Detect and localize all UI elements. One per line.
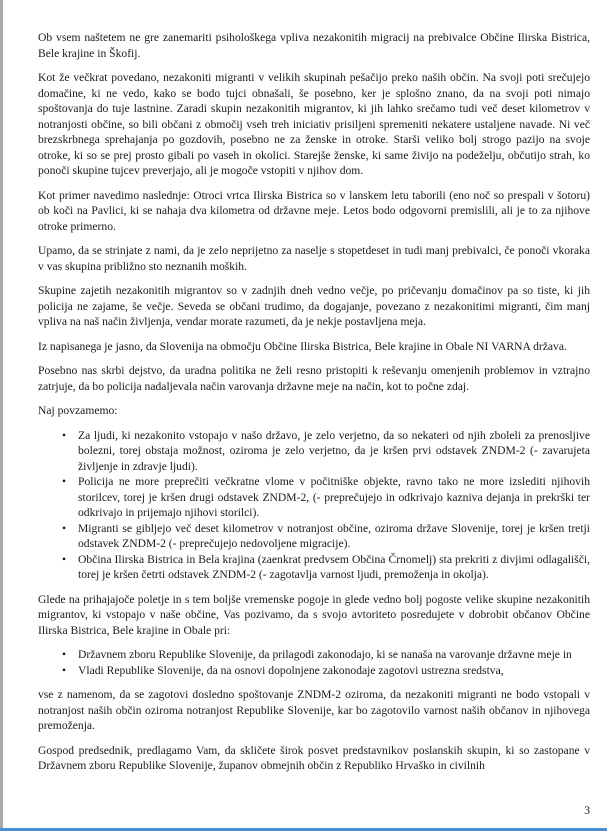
page-content [38,0,590,783]
appeal-list [38,647,590,678]
paragraph-village-night: Upamo, da se strinjate z nami, da je zelo neprijetno za naselje s stopetdeset in tudi manj prebivalci, če ponoči vkoraka v vas skupina približno sto neznanih moških. [38,244,590,273]
summary-heading: Naj povzamemo: [38,404,118,417]
paragraph-migrant-groups: Kot že večkrat povedano, nezakoniti migranti v velikih skupinah pešačijo preko naših občin. Na svoji poti srečujejo domačine, ki ne vedo, kako se bodo tujci obnašali, še posebno, ker je splošno znano, da na svoji poti nimajo spoštovanja do tuje lastnine. Zaradi skupin nezakonitih migrantov, ki jih lahko srečamo tudi več deset kilometrov v notranjosti občine, so bili občani z območij vseh treh iniciativ prisiljeni spremeniti nekatere ustaljene navade. Ni več brezskrbnega sprehajanja po gozdovih, posebno ne za ženske in otroke. Starši veliko bolj strogo pazijo na svoje otroke, ki so se prej prosto gibali po vaseh in okolici. Starejše ženske, ki same živijo na podeželju, občutijo strah, ko ponoči skupine tujcev preverjajo, ali je mogoče vstopiti v njihov dom. [38,71,590,177]
appeal-intro: Glede na prihajajoče poletje in s tem boljše vremenske pogoje in glede vedno bolj pogoste velike skupine nezakonitih migrantov, ki vstopajo v naše občine, Vas pozivamo, da s svojo avtoriteto posredujete v dobrobit občanov Občine Ilirska Bistrica, Bele krajine in Obale pri: [38,592,590,637]
summary-list-item-1: • Za ljudi, ki nezakonito vstopajo v našo državo, je zelo verjetno, da so nekateri od njih zboleli za prenosljive bolezni, torej obstaja možnost, oziroma je zelo verjetno, da je kršen prvi odstavek ZNDM-2 (- zavarujeta življenje in zdravje ljudi). [38,428,590,475]
page-number: 3 [584,804,590,817]
paragraph-official-politics: Posebno nas skrbi dejstvo, da uradna politika ne želi resno pristopiti k reševanju omenjenih problemov in vztrajno zatrjuje, da bo policija nadaljevala način varovanja državne meje na način, kot to počne zdaj. [38,364,590,393]
appeal-list-item-1: • Državnem zboru Republike Slovenije, da prilagodi zakonodajo, ki se nanaša na varovanje državne meje in [38,647,590,663]
paragraph-not-safe: Iz napisanega je jasno, da Slovenija na območju Občine Ilirska Bistrica, Bele krajine in Obale NI VARNA država. [38,339,567,353]
closing-paragraph-purpose: vse z namenom, da se zagotovi dosledno spoštovanje ZNDM-2 oziroma, da nezakoniti migranti ne bodo vstopali v notranjost naših občin oziroma notranjost Republike Slovenije, kar bo zagotovilo varnost naših občanov in njihovega premoženja. [38,688,590,732]
appeal-list-item-2: • Vladi Republike Slovenije, da na osnovi dopolnjene zakonodaje zagotovi ustrezna sredstva, [38,663,590,679]
closing-paragraph-proposal: Gospod predsednik, predlagamo Vam, da skličete širok posvet predstavnikov poslanskih skupin, ki so zastopane v Državnem zboru Republike Slovenije, županov obmejnih občin z Republiko Hrvaško in civilnih [38,743,590,772]
summary-list-item-2: • Policija ne more preprečiti večkratne vlome v počitniške objekte, ravno tako ne more izslediti njihovih storilcev, torej je kršen drugi odstavek ZNDM-2, (- preprečujejo in odkrivajo kazniva dejanja in prekrški ter odkrivajo in prijemajo njihovi storilci). [38,474,590,521]
summary-list-item-4: • Občina Ilirska Bistrica in Bela krajina (zaenkrat predvsem Občina Črnomelj) sta prekriti z divjimi odlagališči, torej je kršen četrti odstavek ZNDM-2 (- zagotavlja varnost ljudi, premoženja in okolja). [38,552,590,583]
paragraph-growing-groups: Skupine zajetih nezakonitih migrantov so v zadnjih dneh vedno večje, po pričevanju domačinov pa so tiste, ki jih policija ne zajame, še večje. Seveda se občani trudimo, da dogajanje, povezano z nezakonitimi migranti, čim manj vpliva na naš način življenja, vendar morate razumeti, da je nekje postavljena meja. [38,284,590,328]
paragraph-kindergarten-example: Kot primer navedimo naslednje: Otroci vrtca Ilirska Bistrica so v lanskem letu taborili (eno noč so prespali v šotoru) ob koči na Pavlici, ki se nahaja dva kilometra od državne meje. Letos bodo odgovorni premislili, ali je to za njihove otroke primerno. [38,188,590,233]
summary-list [38,428,590,583]
page-left-edge [0,0,3,828]
summary-list-item-3: • Migranti se gibljejo več deset kilometrov v notranjost občine, oziroma države Slovenije, torej je kršen tretji odstavek ZNDM-2 (- preprečujejo nedovoljene migracije). [38,521,590,552]
bottom-accent-bar [0,828,607,831]
paragraph-psychological-impact: Ob vsem naštetem ne gre zanemariti psihološkega vpliva nezakonitih migracij na prebivalce Občine Ilirska Bistrica, Bele krajine in Škofij. [38,31,590,60]
